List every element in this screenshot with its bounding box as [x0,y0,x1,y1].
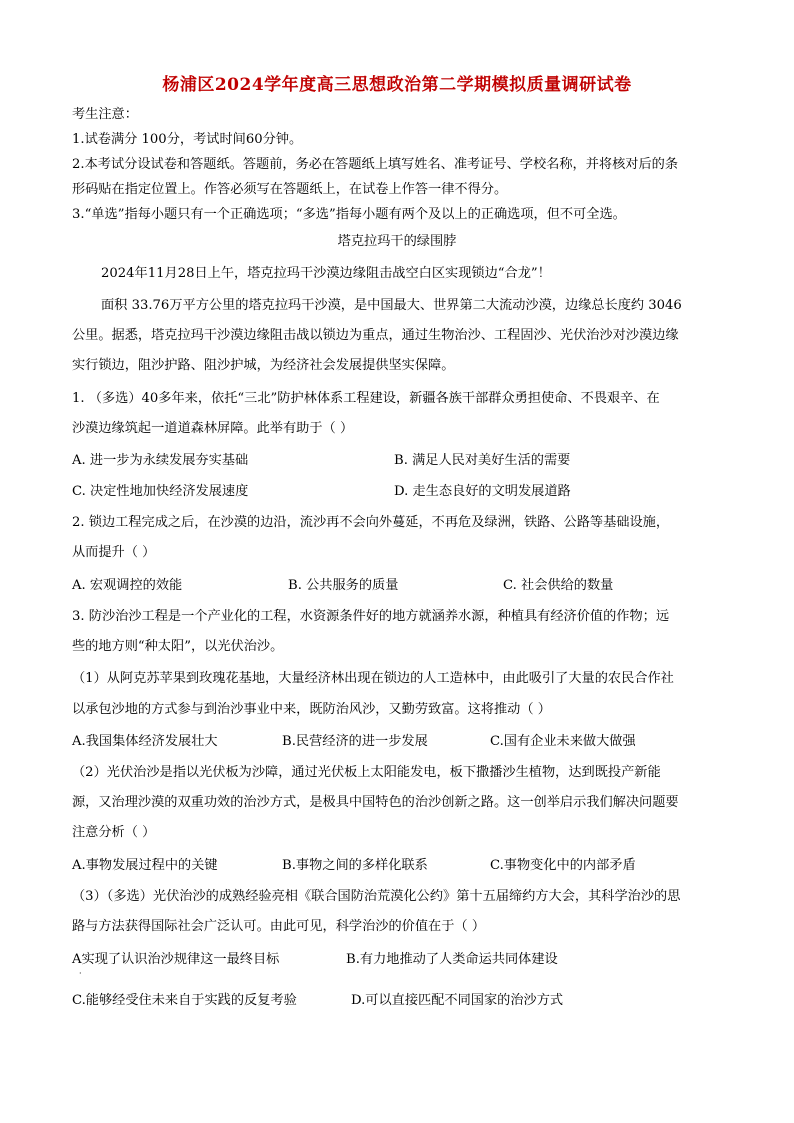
question-stem: 些的地方则“种太阳”，以光伏治沙。 [72,639,284,654]
question-stem: 从而提升（ ） [72,545,156,560]
question-stem: 2. 锁边工程完成之后，在沙漠的边沿，流沙再不会向外蔓延，不再危及绿洲，铁路、公路等基础设施， [72,515,670,530]
option-a: A. 宏观调控的效能 [72,578,183,593]
material-paragraph: 实行锁边，阻沙护路、阻沙护城，为经济社会发展提供坚实保障。 [72,358,455,373]
option-a: A. 进一步为永续发展夯实基础 [72,453,249,468]
subquestion-stem: （1）从阿克苏苹果到玫瑰花基地，大量经济林出现在锁边的人工造林中，由此吸引了大量的农民合作社 [72,671,674,686]
option-b: B.有力地推动了人类命运共同体建设 [346,952,558,967]
subquestion-stem: 以承包沙地的方式参与到治沙事业中来，既防治风沙，又勤劳致富。这将推动（ ） [72,702,551,717]
notice-item: 2.本考试分设试卷和答题纸。答题前，务必在答题纸上填写姓名、准考证号、学校名称，并将核对后的条 [72,157,679,172]
notice-heading: 考生注意： [72,107,138,122]
option-c: C.事物变化中的内部矛盾 [490,858,636,873]
material-paragraph: 公里。据悉，塔克拉玛干沙漠边缘阻击战以锁边为重点，通过生物治沙、工程固沙、光伏治沙对沙漠边缘 [72,328,679,343]
stray-dot-mark: · [79,969,82,978]
material-paragraph: 2024年11月28日上午，塔克拉玛干沙漠边缘阻击战空白区实现锁边“合龙”！ [101,266,551,281]
option-c: C.能够经受住未来自于实践的反复考验 [72,993,297,1008]
page-title: 杨浦区2024学年度高三思想政治第二学期模拟质量调研试卷 [162,75,632,95]
option-a: A.我国集体经济发展壮大 [72,734,218,749]
material-paragraph: 面积 33.76万平方公里的塔克拉玛干沙漠，是中国最大、世界第二大流动沙漠，边缘总长度约 3046 [101,298,682,313]
question-stem: 1. （多选）40多年来，依托“三北”防护林体系工程建设，新疆各族干部群众勇担使命、不畏艰辛、在 [72,391,660,406]
option-c: C.国有企业未来做大做强 [490,734,636,749]
option-b: B. 满足人民对美好生活的需要 [394,453,571,468]
option-b: B.民营经济的进一步发展 [282,734,428,749]
notice-item: 3.“单选”指每小题只有一个正确选项；“多选”指每小题有两个及以上的正确选项，但不可全选。 [72,207,626,222]
subquestion-stem: （2）光伏治沙是指以光伏板为沙障，通过光伏板上太阳能发电，板下撒播沙生植物，达到既投产新能 [72,765,661,780]
notice-item: 形码贴在指定位置上。作答必须写在答题纸上，在试卷上作答一律不得分。 [72,182,508,197]
subquestion-stem: 注意分析（ ） [72,825,156,840]
option-a: A实现了认识治沙规律这一最终目标 [72,952,280,967]
question-stem: 沙漠边缘筑起一道道森林屏障。此举有助于（ ） [72,421,354,436]
subquestion-stem: （3）（多选）光伏治沙的成熟经验亮相《联合国防治荒漠化公约》第十五届缔约方大会，其科学治沙的思 [72,889,681,904]
option-a: A.事物发展过程中的关键 [72,858,218,873]
subquestion-stem: 路与方法获得国际社会广泛认可。由此可见，科学治沙的价值在于（ ） [72,919,486,934]
option-c: C. 决定性地加快经济发展速度 [72,484,249,499]
option-d: D. 走生态良好的文明发展道路 [394,484,571,499]
option-d: D.可以直接匹配不同国家的治沙方式 [351,993,564,1008]
notice-item: 1.试卷满分 100分，考试时间60分钟。 [72,132,303,147]
option-b: B. 公共服务的质量 [288,578,399,593]
material-heading: 塔克拉玛干的绿围脖 [337,234,457,249]
option-b: B.事物之间的多样化联系 [282,858,428,873]
question-stem: 3. 防沙治沙工程是一个产业化的工程，水资源条件好的地方就涵养水源，种植具有经济价值的作物；远 [72,609,670,624]
option-c: C. 社会供给的数量 [503,578,614,593]
subquestion-stem: 源，又治理沙漠的双重功效的治沙方式，是极具中国特色的治沙创新之路。这一创举启示我们解决问题要 [72,795,679,810]
